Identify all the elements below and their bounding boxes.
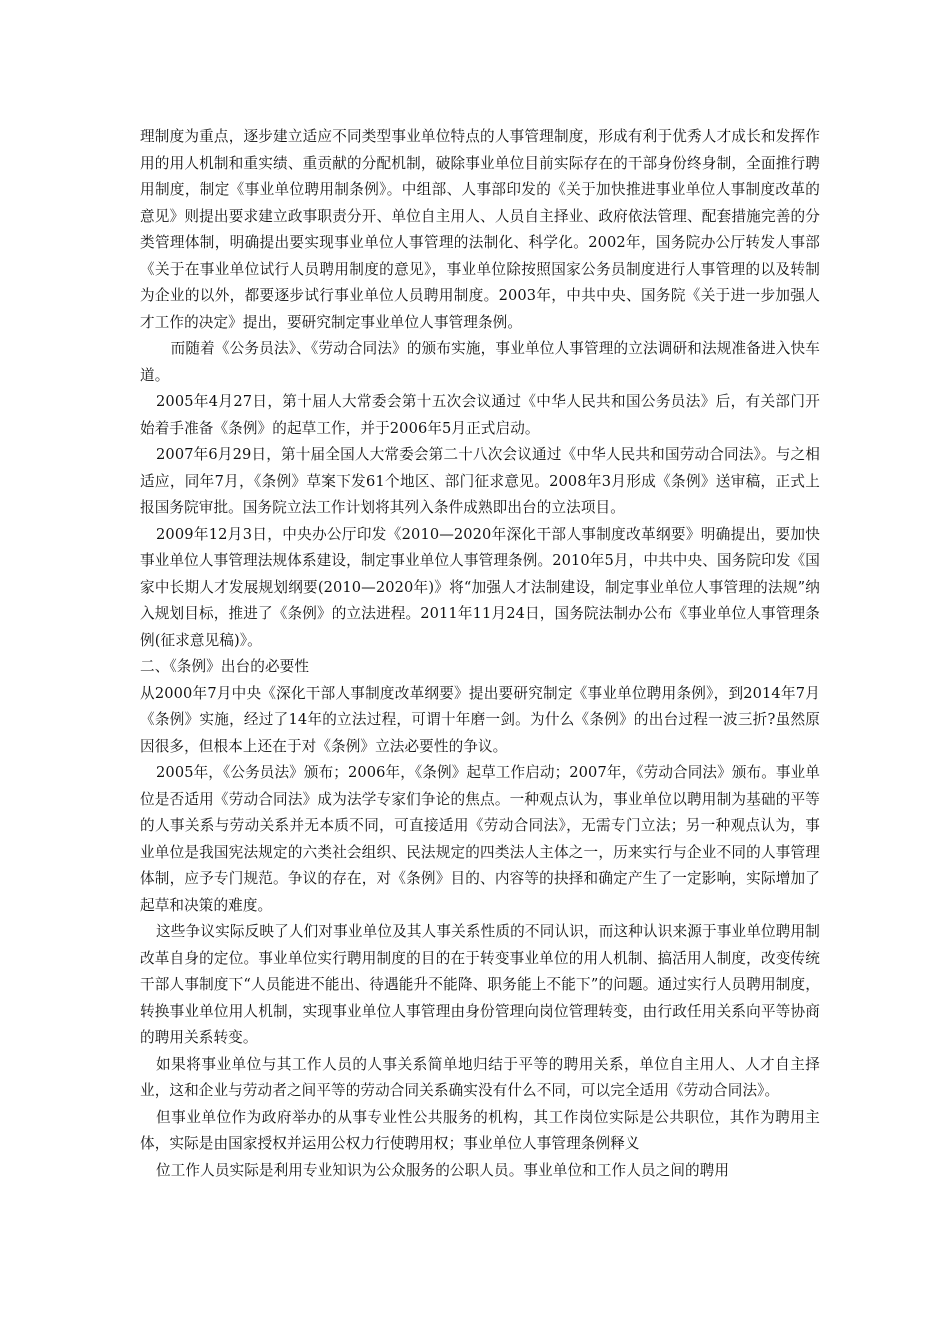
paragraph-differing-views: 这些争议实际反映了人们对事业单位及其人事关系性质的不同认识，而这种认识来源于事业单位聘用制改革自身的定位。事业单位实行聘用制度的目的在于转变事业单位的用人机制、搞活用人制度，改变传统干部人事制度下“人员能进不能出、待遇能升不能降、职务能上不能下”的问题。通过实行人员聘用制度，转换事业单位用人机制，实现事业单位人事管理由身份管理向岗位管理转变，由行政任用关系向平等协商的聘用关系转变。 xyxy=(140,923,820,1046)
paragraph-2005-civil-servant-law: 2005年4月27日，第十届人大常委会第十五次会议通过《中华人民共和国公务员法》后，有关部门开始着手准备《条例》的起草工作，并于2006年5月正式启动。 xyxy=(140,393,820,437)
paragraph-public-service-institution: 但事业单位作为政府举办的从事专业性公共服务的机构，其工作岗位实际是公共职位，其作为聘用主体，实际是由国家授权并运用公权力行使聘用权；事业单位人事管理条例释义 xyxy=(140,1108,820,1152)
paragraph-reform-background: 理制度为重点，逐步建立适应不同类型事业单位特点的人事管理制度，形成有利于优秀人才成长和发挥作用的用人机制和重实绩、重贡献的分配机制，破除事业单位目前实际存在的干部身份终身制，全面推行聘用制度，制定《事业单位聘用制条例》。中组部、人事部印发的《关于加快推进事业单位人事制度改革的意见》则提出要求建立政事职责分开、单位自主用人、人员自主择业、政府依法管理、配套措施完善的分类管理体制，明确提出要实现事业单位人事管理的法制化、科学化。2002年，国务院办公厅转发人事部《关于在事业单位试行人员聘用制度的意见》，事业单位除按照国家公务员制度进行人事管理的以及转制为企业的以外，都要逐步试行事业单位人员聘用制度。2003年，中共中央、国务院《关于进一步加强人才工作的决定》提出，要研究制定事业单位人事管理条例。 xyxy=(140,128,820,331)
paragraph-2007-labor-contract-law: 2007年6月29日，第十届全国人大常委会第二十八次会议通过《中华人民共和国劳动合同法》。与之相适应，同年7月，《条例》草案下发61个地区、部门征求意见。2008年3月形成《条例》送审稿，正式上报国务院审批。国务院立法工作计划将其列入条件成熟即出台的立法项目。 xyxy=(140,446,820,516)
document-body xyxy=(140,124,820,1184)
paragraph-equal-employment: 如果将事业单位与其工作人员的人事关系简单地归结于平等的聘用关系，单位自主用人、人才自主择业，这和企业与劳动者之间平等的劳动合同关系确实没有什么不同，可以完全适用《劳动合同法》。 xyxy=(140,1055,820,1099)
paragraph-fourteen-years: 从2000年7月中央《深化干部人事制度改革纲要》提出要研究制定《事业单位聘用条例》，到2014年7月《条例》实施，经过了14年的立法过程，可谓十年磨一剑。为什么《条例》的出台过程一波三折?虽然原因很多，但根本上还在于对《条例》立法必要性的争议。 xyxy=(140,684,820,755)
paragraph-public-officials: 位工作人员实际是利用专业知识为公众服务的公职人员。事业单位和工作人员之间的聘用 xyxy=(156,1161,730,1179)
section-heading-necessity: 二、《条例》出台的必要性 xyxy=(140,658,310,675)
paragraph-2009-reform-outline: 2009年12月3日，中央办公厅印发《2010—2020年深化干部人事制度改革纲要》明确提出，要加快事业单位人事管理法规体系建设，制定事业单位人事管理条例。2010年5月，中共中央、国务院印发《国家中长期人才发展规划纲要(2010—2020年)》将“加强人才法制建设，制定事业单位人事管理的法规”纳入规划目标，推进了《条例》的立法进程。2011年11月24日，国务院法制办公布《事业单位人事管理条例(征求意见稿)》。 xyxy=(140,525,820,649)
paragraph-legal-debate: 2005年，《公务员法》颁布；2006年，《条例》起草工作启动；2007年，《劳动合同法》颁布。事业单位是否适用《劳动合同法》成为法学专家们争论的焦点。一种观点认为，事业单位以聘用制为基础的平等的人事关系与劳动关系并无本质不同，可直接适用《劳动合同法》，无需专门立法；另一种观点认为，事业单位是我国宪法规定的六类社会组织、民法规定的四类法人主体之一，历来实行与企业不同的人事管理体制，应予专门规范。争议的存在，对《条例》目的、内容等的抉择和确定产生了一定影响，实际增加了起草和决策的难度。 xyxy=(140,764,820,914)
paragraph-legislation-fast-track: 而随着《公务员法》、《劳动合同法》的颁布实施，事业单位人事管理的立法调研和法规准备进入快车道。 xyxy=(140,340,820,384)
